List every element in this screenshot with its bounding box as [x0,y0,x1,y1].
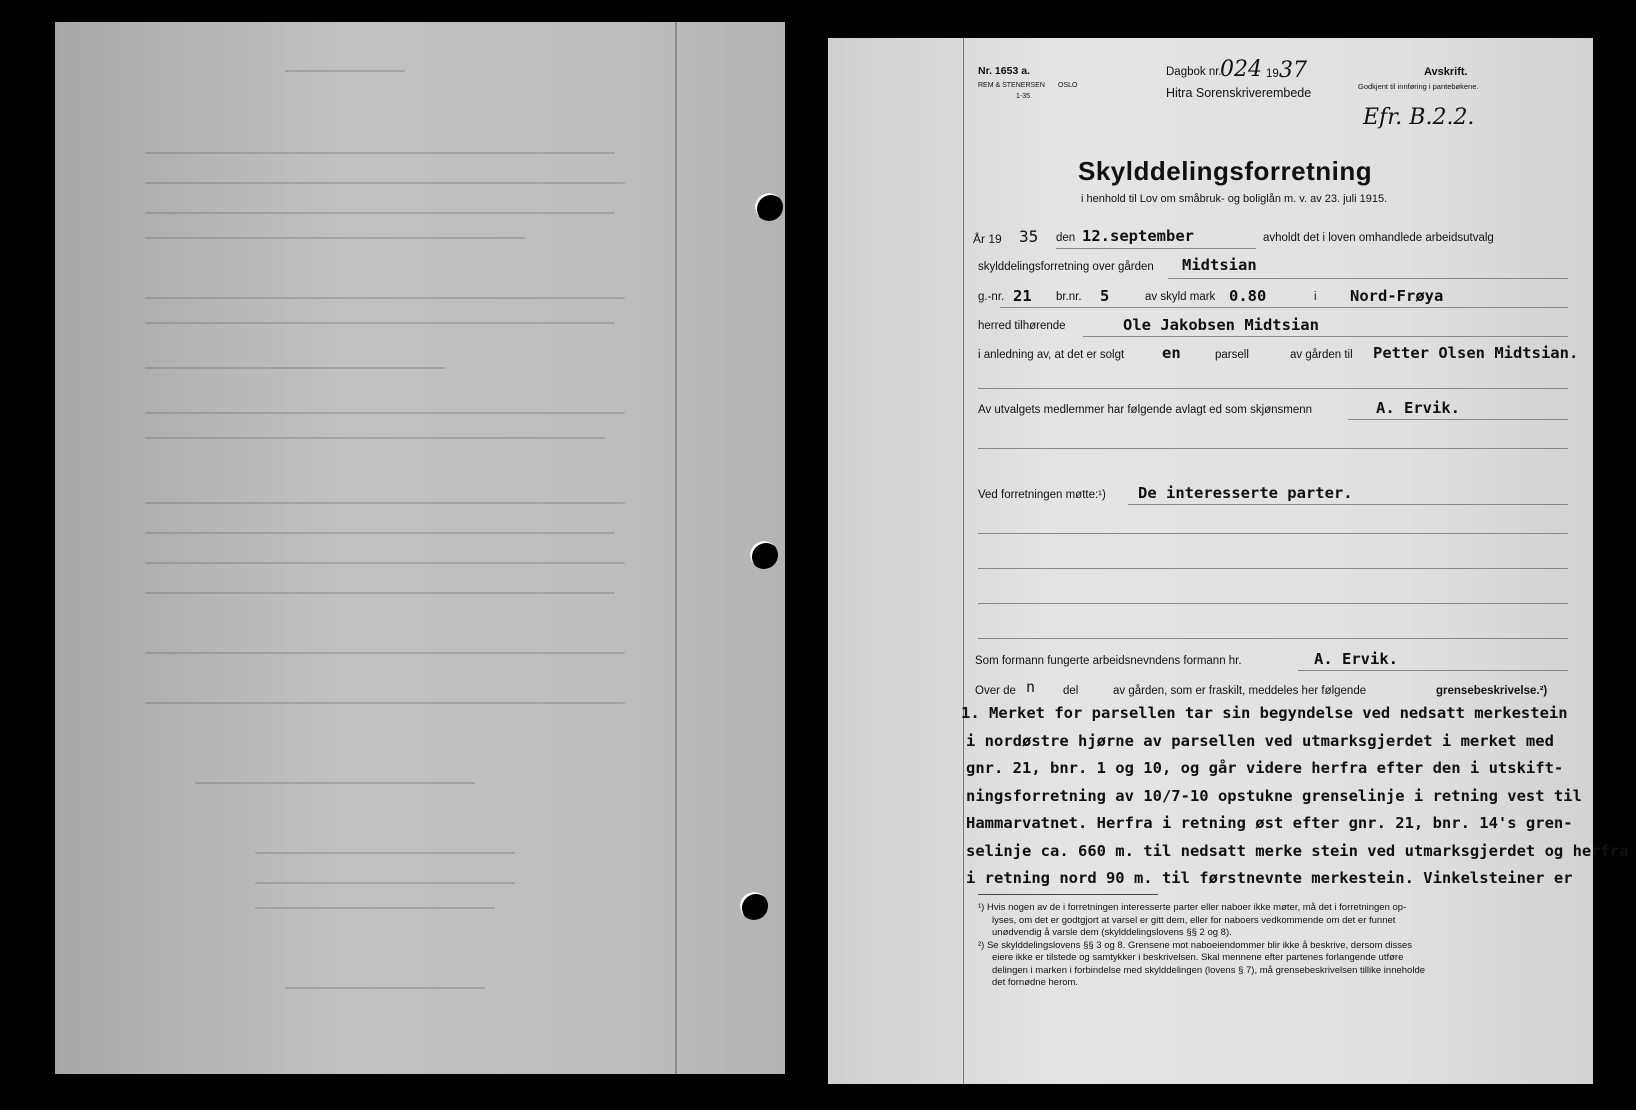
year-value: 35 [1019,227,1039,246]
fill-line [978,568,1568,569]
left-page [55,22,785,1074]
del-label: del [1063,685,1079,697]
journal-label: Dagbok nr. [1166,66,1222,78]
footnote-line: det fornødne herom. [992,977,1079,988]
document-subtitle: i henhold til Lov om småbruk- og boliglån m. v. av 23. juli 1915. [1081,193,1388,205]
skyld-value: 0.80 [1229,287,1267,305]
footnotes [978,902,1578,990]
gnr-value: 21 [1013,287,1032,305]
faded-text [255,907,495,909]
faded-text [145,702,625,704]
form-number: Nr. 1653 a. [978,65,1030,77]
signature: Efr. B.2.2. [1363,105,1475,130]
date-value: 12.september [1082,227,1194,245]
skyld-label: av skyld mark [1145,291,1216,303]
attended-value: De interesserte parter. [1138,484,1353,502]
fill-line [978,388,1568,389]
gnr-label: g.-nr. [978,291,1005,303]
faded-text [145,152,615,154]
journal-number: 024 [1220,57,1262,82]
sold-value: en [1162,344,1181,362]
printer-name: REM & STENERSEN [978,82,1045,89]
faded-text [145,182,625,184]
faded-text [145,367,445,369]
body-line: ningsforretning av 10/7-10 opstukne grenselinje i retning vest til [966,786,1582,805]
fill-line [978,603,1568,604]
punch-hole [755,193,783,221]
faded-text [145,652,625,654]
owner-value: Ole Jakobsen Midtsian [1123,316,1319,334]
fill-line [1348,419,1568,420]
faded-text [145,592,615,594]
journal-year: 37 [1279,58,1307,83]
faded-text [195,782,475,784]
bnr-label: br.nr. [1056,291,1082,303]
faded-text [145,212,615,214]
over-value: n [1026,678,1036,696]
parcel-label: parsell [1215,349,1249,361]
members-label: Av utvalgets medlemmer har følgende avlagt ed som skjønsmenn [978,404,1313,416]
faded-text [285,987,485,989]
footnote-line: eiere ikke er tilstede og samtykker i beskrivelsen. Skal mennene efter partenes forlangende utføre [992,952,1404,963]
faded-text [145,502,625,504]
body-line: selinje ca. 660 m. til nedsatt merke stein ved utmarksgjerdet og herfra [966,841,1629,860]
members-value: A. Ervik. [1376,399,1460,417]
fill-line [1083,336,1568,337]
bnr-value: 5 [1100,287,1110,305]
fill-line [1000,307,1568,308]
faded-text [145,412,625,414]
boundary-heading: grensebeskrivelse.²) [1436,685,1548,697]
fill-line [1128,504,1568,505]
fill-line [1298,670,1568,671]
boundary-label: av gården, som er fraskilt, meddeles her følgende [1113,685,1367,697]
attended-label: Ved forretningen møtte:¹) [978,489,1106,501]
punch-hole [740,892,768,920]
held-text: avholdt det i loven omhandlede arbeidsutvalg [1263,232,1494,244]
footnote-line: ¹) Hvis nogen av de i forretningen interesserte parter eller naboer ikke møter, må det i forretningen op- [978,902,1407,913]
owner-label: herred tilhørende [978,320,1066,332]
punch-hole [750,541,778,569]
journal-year-prefix: 19 [1266,68,1279,80]
faded-text [145,532,615,534]
form-page [828,38,1629,1084]
body-line: i retning nord 90 m. til førstnevnte merkestein. Vinkelsteiner er [966,869,1573,887]
buyer-value: Petter Olsen Midtsian. [1373,344,1579,362]
print-date: 1-35. [1016,93,1032,100]
fill-line [1168,278,1568,279]
faded-text [255,882,515,884]
date-label: den [1056,232,1076,244]
fill-line [1056,248,1256,249]
farm-value: Midtsian [1182,256,1257,274]
footnote-line: ²) Se skylddelingslovens §§ 3 og 8. Grensene mot naboeiendommer blir ikke å beskrive, dersom disses [978,939,1413,951]
faded-text [255,852,515,854]
farm-label: skylddelingsforretning over gården [978,261,1154,273]
faded-text [145,237,525,239]
municipality-value: Nord-Frøya [1350,287,1444,305]
fill-line [978,448,1568,449]
buyer-label: av gården til [1290,349,1353,361]
footnote-line: lyses, om det er godtgjort at varsel er gitt dem, eller for naboers vedkommende om det er funnet [992,914,1396,926]
body-line: i nordøstre hjørne av parsellen ved utmarksgjerdet i merket med [966,731,1554,750]
printer-city: OSLO [1058,82,1078,89]
copy-label: Avskrift. [1424,66,1468,78]
faded-text [285,70,405,72]
fill-line [978,638,1568,639]
document-title: Skylddelingsforretning [1078,156,1373,186]
body-line: gnr. 21, bnr. 1 og 10, og går videre herfra efter den i utskift- [966,759,1564,777]
faded-text [145,322,615,324]
footnote-line: delingen i marken i forbindelse med skylddelingen (lovens § 7), må grensebeskrivelsen tillike inneholde [992,964,1426,976]
faded-text [145,297,625,299]
copy-note: Godkjent til innføring i pantebøkene. [1358,82,1479,91]
sold-label: i anledning av, at det er solgt [978,349,1125,361]
office-name: Hitra Sorenskriverembede [1166,86,1312,100]
body-line: 1. Merket for parsellen tar sin begyndelse ved nedsatt merkestein [961,704,1568,722]
in-label: i [1314,291,1317,303]
faded-text [145,437,605,439]
fill-line [978,533,1568,534]
margin-line [963,38,964,1084]
over-label: Over de [975,685,1016,697]
footnote-divider [978,894,1158,895]
page-fold [675,22,677,1074]
body-line: Hammarvatnet. Herfra i retning øst efter gnr. 21, bnr. 14's gren- [966,814,1573,832]
chairman-label: Som formann fungerte arbeidsnevndens formann hr. [975,655,1242,667]
footnote-line: unødvendig å varsle dem (skylddelingslovens §§ 2 og 8). [992,927,1232,938]
year-label: År 19 [973,232,1002,246]
chairman-value: A. Ervik. [1314,650,1398,668]
faded-text [145,562,625,564]
